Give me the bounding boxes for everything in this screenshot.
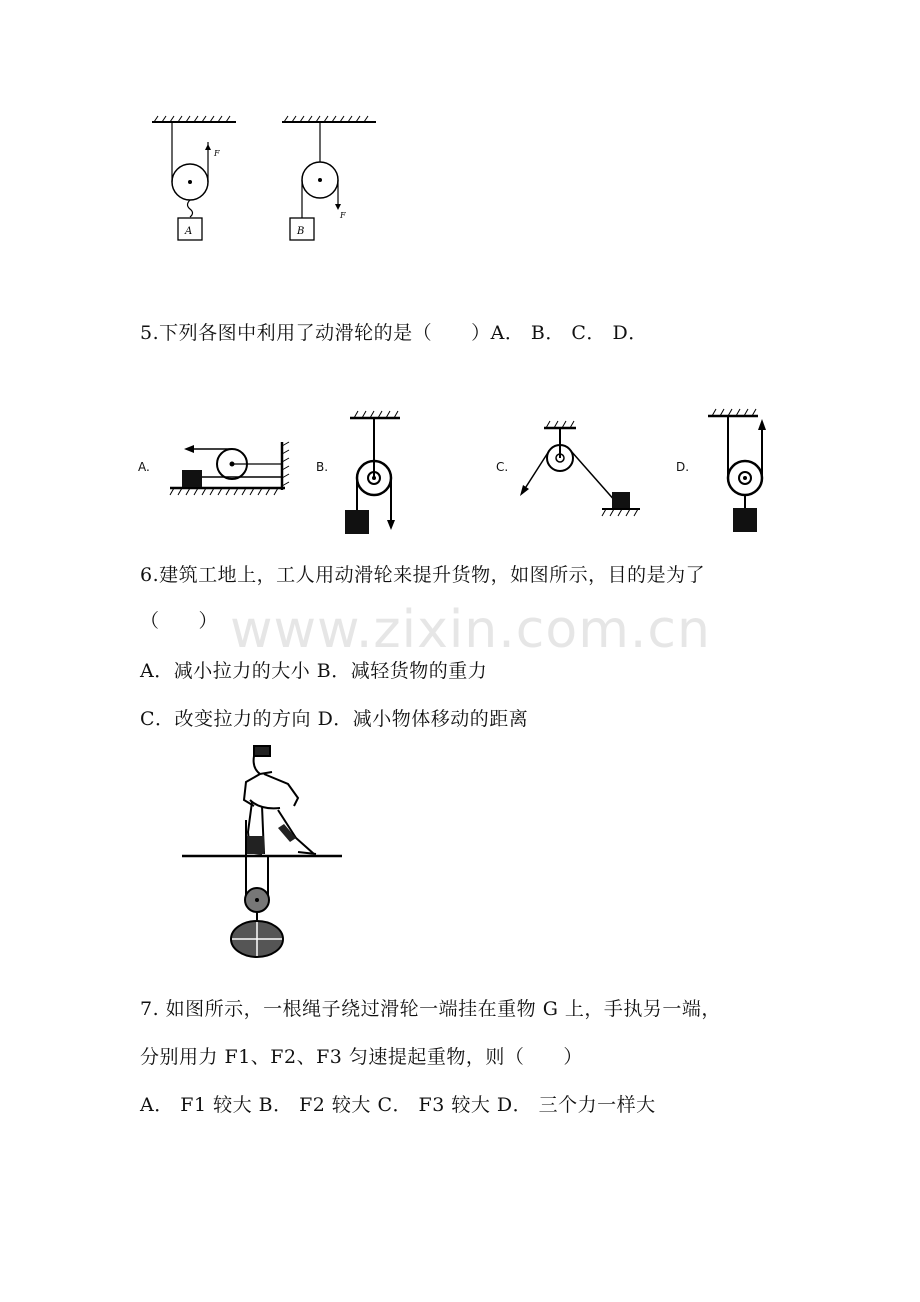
- watermark: www.zixin.com.cn: [230, 600, 711, 660]
- q6-stem-line2: （ ）: [140, 610, 219, 632]
- q5-fig-d: [700, 406, 784, 538]
- q6-options-line1: A．减小拉力的大小 B．减轻货物的重力: [140, 660, 488, 682]
- block-b-label: B: [297, 226, 305, 237]
- q7-stem-line1: 7. 如图所示，一根绳子绕过滑轮一端挂在重物 G 上，手执另一端，: [140, 998, 721, 1020]
- q5-fig-label-c: C.: [496, 460, 509, 474]
- force-b-label: F: [340, 211, 346, 220]
- q7-options: A． F1 较大 B． F2 较大 C． F3 较大 D． 三个力一样大: [140, 1094, 656, 1116]
- force-a-label: F: [214, 149, 220, 158]
- top-pulley-figure: [140, 110, 400, 260]
- q5-fig-c: [516, 418, 646, 522]
- q7-stem-line2: 分别用力 F1、F2、F3 匀速提起重物，则（ ）: [140, 1046, 583, 1068]
- q5-fig-label-a: A.: [138, 460, 150, 474]
- q5-fig-a: [160, 432, 300, 502]
- q5-fig-label-d: D.: [676, 460, 690, 474]
- block-a-label: A: [185, 226, 193, 237]
- q6-worker-figure: [180, 740, 350, 965]
- q5-stem: 5.下列各图中利用了动滑轮的是（ ）A． B． C． D．: [140, 322, 648, 344]
- q6-options-line2: C．改变拉力的方向 D．减小物体移动的距离: [140, 708, 529, 730]
- q5-fig-label-b: B.: [316, 460, 329, 474]
- q5-fig-b: [340, 408, 420, 540]
- q6-stem-line1: 6.建筑工地上，工人用动滑轮来提升货物，如图所示，目的是为了: [140, 564, 706, 586]
